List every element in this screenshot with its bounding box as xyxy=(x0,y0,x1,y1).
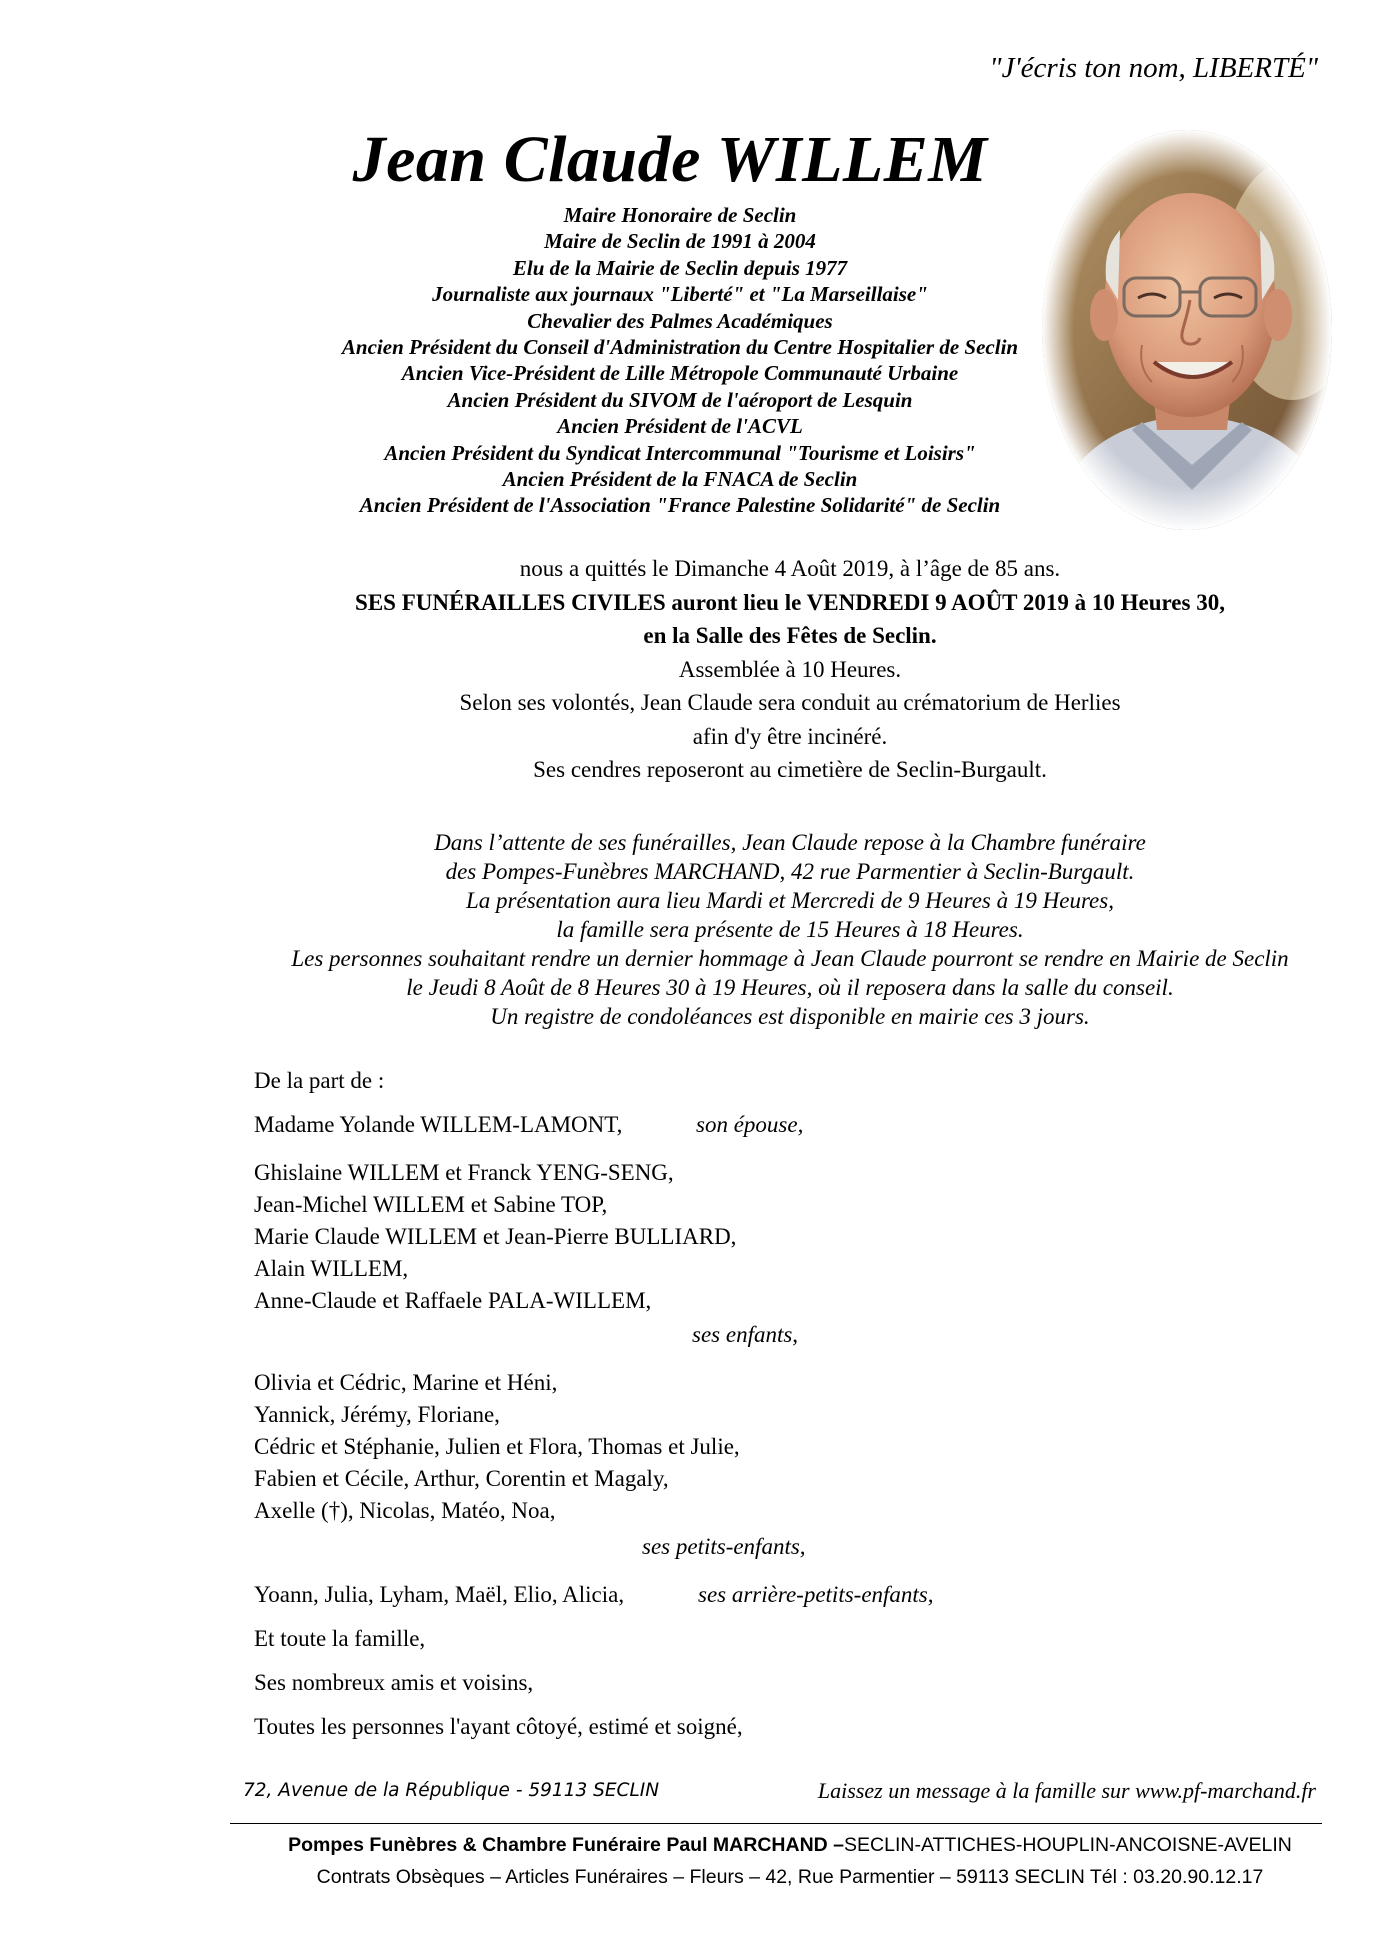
friends-line: Ses nombreux amis et voisins, xyxy=(254,1670,534,1695)
family-intro: De la part de : xyxy=(254,1068,385,1093)
vigil-information xyxy=(200,828,1378,1031)
honorary-titles xyxy=(240,202,1120,519)
title-line: Maire de Seclin de 1991 à 2004 xyxy=(544,229,816,254)
assembly-time: Assemblée à 10 Heures. xyxy=(678,656,902,682)
services-line: Contrats Obsèques – Articles Funéraires – Fleurs – 42, Rue Parmentier – 59113 SECLIN Tél : 03.20.90.12.17 xyxy=(316,1866,1264,1888)
all-family-line: Et toute la famille, xyxy=(254,1626,426,1651)
title-line: Ancien Président du SIVOM de l'aéroport de Lesquin xyxy=(447,387,913,412)
portrait-photo xyxy=(1042,130,1332,530)
title-line: Elu de la Mairie de Seclin depuis 1977 xyxy=(512,255,848,280)
grandchild-entry: Yannick, Jérémy, Floriane, xyxy=(254,1402,500,1427)
ashes-line: Ses cendres reposeront au cimetière de Seclin-Burgault. xyxy=(533,757,1047,782)
company-name: Pompes Funèbres & Chambre Funéraire Paul MARCHAND – xyxy=(288,1834,845,1856)
spouse-name: Madame Yolande WILLEM-LAMONT, xyxy=(254,1112,623,1137)
death-notice: nous a quittés le Dimanche 4 Août 2019, à l’âge de 85 ans. xyxy=(519,556,1061,581)
child-entry: Marie Claude WILLEM et Jean-Pierre BULLIARD, xyxy=(254,1224,737,1249)
vigil-line: Dans l’attente de ses funérailles, Jean Claude repose à la Chambre funéraire xyxy=(434,830,1146,855)
child-entry: Jean-Michel WILLEM et Sabine TOP, xyxy=(254,1192,608,1217)
title-line: Ancien Président du Conseil d'Administration du Centre Hospitalier de Seclin xyxy=(341,335,1019,360)
child-entry: Ghislaine WILLEM et Franck YENG-SENG, xyxy=(254,1160,674,1185)
title-line: Ancien Président du Syndicat Intercommunal "Tourisme et Loisirs" xyxy=(384,440,976,465)
footer-divider xyxy=(230,1823,1322,1824)
title-line: Ancien Président de la FNACA de Seclin xyxy=(502,467,858,492)
funeral-line-2: en la Salle des Fêtes de Seclin. xyxy=(643,623,937,648)
funeral-line-1: SES FUNÉRAILLES CIVILES auront lieu le VENDREDI 9 AOÛT 2019 à 10 Heures 30, xyxy=(355,589,1225,615)
grandchild-entry: Olivia et Cédric, Marine et Héni, xyxy=(254,1370,558,1395)
others-line: Toutes les personnes l'ayant côtoyé, estimé et soigné, xyxy=(254,1714,743,1739)
title-line: Ancien Président de l'Association "France Palestine Solidarité" de Seclin xyxy=(359,493,1001,518)
funeral-home-address: 72, Avenue de la République - 59113 SECLIN xyxy=(243,1780,660,1801)
vigil-line: La présentation aura lieu Mardi et Mercredi de 9 Heures à 19 Heures, xyxy=(466,888,1114,913)
spouse-relation: son épouse, xyxy=(696,1112,804,1137)
child-entry: Alain WILLEM, xyxy=(254,1256,409,1281)
grandchild-entry: Axelle (†), Nicolas, Matéo, Noa, xyxy=(254,1498,556,1523)
wishes-line-1: Selon ses volontés, Jean Claude sera conduit au crématorium de Herlies xyxy=(459,690,1121,715)
vigil-line: Un registre de condoléances est disponible en mairie ces 3 jours. xyxy=(490,1004,1090,1029)
grandchild-entry: Fabien et Cécile, Arthur, Corentin et Magaly, xyxy=(254,1466,669,1491)
vigil-line: le Jeudi 8 Août de 8 Heures 30 à 19 Heures, où il reposera dans la salle du conseil. xyxy=(406,975,1174,1000)
wishes-line-2: afin d'y être incinéré. xyxy=(692,723,888,749)
grandchild-entry: Cédric et Stéphanie, Julien et Flora, Thomas et Julie, xyxy=(254,1434,740,1459)
title-line: Maire Honoraire de Seclin xyxy=(563,203,797,227)
deceased-name: Jean Claude WILLEM xyxy=(352,123,988,196)
company-locations: SECLIN-ATTICHES-HOUPLIN-ANCOISNE-AVELIN xyxy=(844,1834,1292,1856)
title-line: Ancien Président de l'ACVL xyxy=(557,414,803,439)
grandchildren-relation: ses petits-enfants, xyxy=(642,1534,806,1559)
children-relation: ses enfants, xyxy=(692,1322,799,1347)
vigil-line: la famille sera présente de 15 Heures à 18 Heures. xyxy=(556,917,1024,942)
vigil-line: des Pompes-Funèbres MARCHAND, 42 rue Parmentier à Seclin-Burgault. xyxy=(445,859,1135,884)
header-quote: "J'écris ton nom, LIBERTÉ" xyxy=(989,52,1318,84)
title-line: Chevalier des Palmes Académiques xyxy=(527,308,833,333)
title-line: Ancien Vice-Président de Lille Métropole Communauté Urbaine xyxy=(401,361,959,386)
great-grandchildren-relation: ses arrière-petits-enfants, xyxy=(698,1582,934,1607)
great-grandchildren-names: Yoann, Julia, Lyham, Maël, Elio, Alicia, xyxy=(254,1582,625,1607)
message-link[interactable]: Laissez un message à la famille sur www.pf-marchand.fr xyxy=(817,1778,1316,1803)
child-entry: Anne-Claude et Raffaele PALA-WILLEM, xyxy=(254,1288,652,1313)
announcement xyxy=(200,552,1378,787)
company-line xyxy=(200,1834,1378,1857)
vigil-line: Les personnes souhaitant rendre un dernier hommage à Jean Claude pourront se rendre en Mairie de Seclin xyxy=(291,946,1289,971)
title-line: Journaliste aux journaux "Liberté" et "La Marseillaise" xyxy=(432,282,928,307)
